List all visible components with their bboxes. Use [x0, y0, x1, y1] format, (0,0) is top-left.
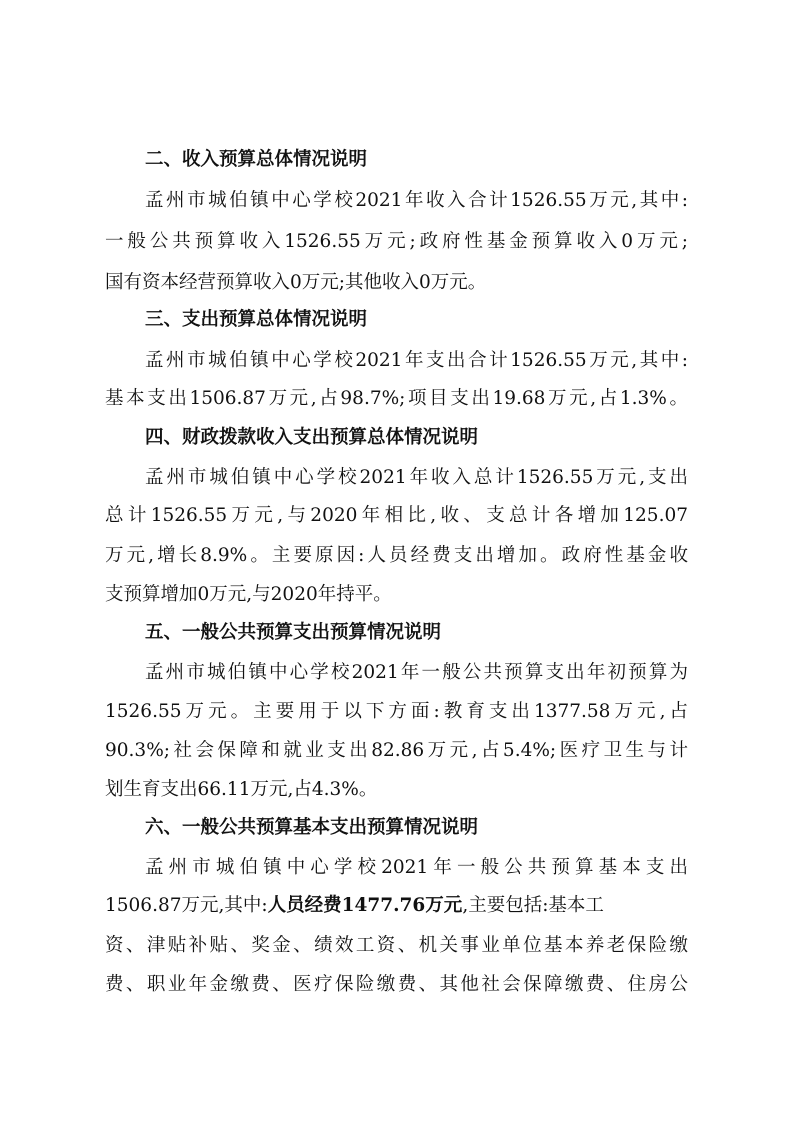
paragraph-line: 总计1526.55万元,与2020年相比,收、支总计各增加125.07 — [105, 505, 688, 526]
paragraph-line: 费、职业年金缴费、医疗保险缴费、其他社会保障缴费、住房公 — [105, 974, 688, 995]
paragraph-line: 一般公共预算收入1526.55万元;政府性基金预算收入0万元; — [105, 231, 688, 252]
section-heading-fiscal-appropriation: 四、财政拨款收入支出预算总体情况说明 — [145, 427, 479, 448]
paragraph-line: 1526.55万元。主要用于以下方面:教育支出1377.58万元,占 — [105, 701, 688, 722]
paragraph-line: 万元,增长8.9%。主要原因:人员经费支出增加。政府性基金收 — [105, 545, 688, 566]
paragraph-line: 孟州市城伯镇中心学校2021年收入总计1526.55万元,支出 — [145, 467, 688, 488]
paragraph-line: 划生育支出66.11万元,占4.3%。 — [105, 779, 378, 800]
paragraph-text: ,主要包括:基本工 — [462, 895, 604, 916]
paragraph-line — [105, 891, 604, 921]
section-heading-general-public-budget: 五、一般公共预算支出预算情况说明 — [145, 622, 442, 643]
paragraph-line: 孟州市城伯镇中心学校2021年收入合计1526.55万元,其中: — [145, 190, 688, 211]
section-heading-basic-expenditure: 六、一般公共预算基本支出预算情况说明 — [145, 817, 479, 838]
paragraph-line: 90.3%;社会保障和就业支出82.86万元,占5.4%;医疗卫生与计 — [105, 740, 688, 761]
personnel-expense-highlight: 人员经费1477.76万元 — [267, 895, 463, 916]
paragraph-line: 孟州市城伯镇中心学校2021年一般公共预算支出年初预算为 — [145, 662, 688, 683]
paragraph-line: 基本支出1506.87万元,占98.7%;项目支出19.68万元,占1.3%。 — [105, 388, 688, 409]
paragraph-line: 孟州市城伯镇中心学校2021年一般公共预算基本支出 — [145, 857, 688, 878]
section-heading-expenditure: 三、支出预算总体情况说明 — [145, 309, 368, 330]
paragraph-line: 国有资本经营预算收入0万元;其他收入0万元。 — [105, 272, 487, 293]
section-heading-income: 二、收入预算总体情况说明 — [145, 149, 368, 170]
paragraph-line: 资、津贴补贴、奖金、绩效工资、机关事业单位基本养老保险缴 — [105, 935, 688, 956]
paragraph-text: 1506.87万元,其中: — [105, 895, 268, 916]
paragraph-line: 孟州市城伯镇中心学校2021年支出合计1526.55万元,其中: — [145, 350, 688, 371]
paragraph-line: 支预算增加0万元,与2020年持平。 — [105, 584, 392, 605]
